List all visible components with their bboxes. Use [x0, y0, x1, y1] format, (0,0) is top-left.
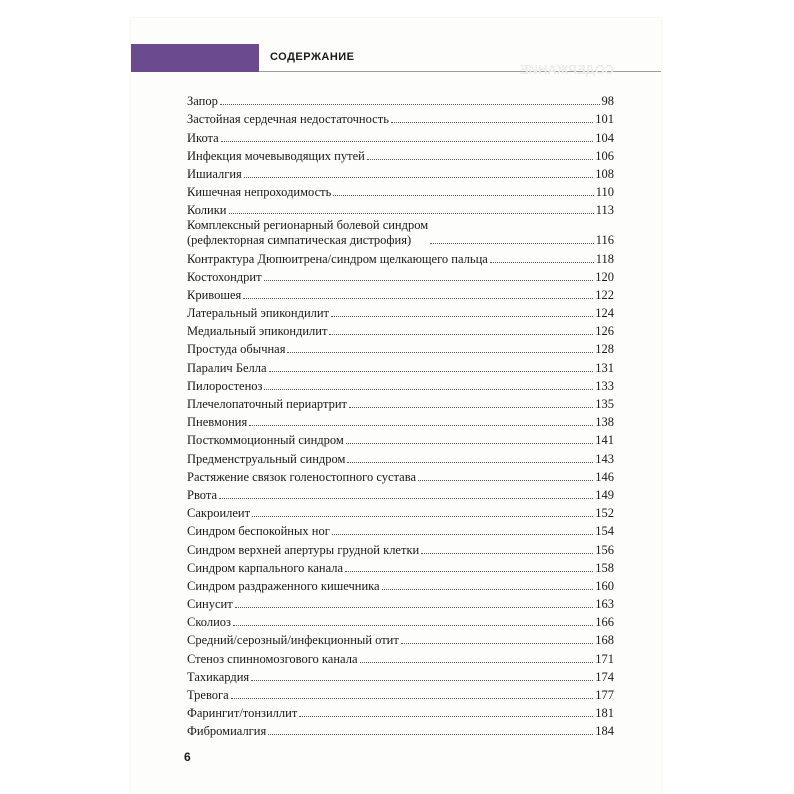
- toc-entry: [187, 200, 614, 218]
- dot-leader: [233, 625, 593, 626]
- toc-entry-page: 171: [595, 651, 614, 666]
- toc-entry-title: [187, 597, 233, 612]
- dot-leader: [235, 607, 594, 608]
- dot-leader: [221, 141, 594, 142]
- toc-entry: [187, 182, 614, 200]
- toc-entry: [187, 357, 614, 375]
- dot-leader: [264, 280, 594, 281]
- toc-entry-page: 110: [595, 185, 614, 200]
- toc-entry-title-line: (рефлекторная симпатическая дистрофия): [187, 233, 412, 248]
- toc-entry-page: 149: [595, 487, 614, 502]
- toc-entry-title-line: Простуда обычная: [187, 342, 286, 357]
- toc-entry-title: [187, 524, 330, 539]
- toc-entry-title: [187, 270, 262, 285]
- toc-entry: [187, 430, 614, 448]
- toc-entry-title: [187, 706, 297, 721]
- toc-entry-title: [187, 688, 229, 703]
- dot-leader: [251, 680, 593, 681]
- toc-entry-page: 154: [595, 524, 614, 539]
- toc-entry-title-line: Пневмония: [187, 415, 248, 430]
- toc-entry-page: 158: [595, 560, 614, 575]
- dot-leader: [231, 698, 594, 699]
- toc-entry-title-line: Сакроилеит: [187, 506, 251, 521]
- toc-entry-page: 118: [595, 251, 614, 266]
- dot-leader: [347, 462, 593, 463]
- toc-entry-title-line: Костохондрит: [187, 269, 262, 284]
- toc-entry-title-line: Кишечная непроходимость: [187, 185, 332, 200]
- toc-entry: [187, 339, 614, 357]
- toc-entry-page: 174: [595, 669, 614, 684]
- dot-leader: [331, 316, 593, 317]
- toc-entry: [187, 503, 614, 521]
- toc-entry-page: 116: [595, 233, 614, 248]
- toc-entry: [187, 648, 614, 666]
- toc-entry-page: 135: [595, 397, 614, 411]
- dot-leader: [229, 213, 594, 214]
- toc-entry: [187, 485, 614, 503]
- toc-entry: [187, 412, 614, 430]
- toc-entry-title-line: Застойная сердечная недостаточность: [187, 112, 389, 127]
- toc-entry-title: [187, 149, 365, 164]
- toc-entry: [187, 164, 614, 182]
- dot-leader: [329, 334, 593, 335]
- toc-entry-title: [187, 131, 219, 146]
- dot-leader: [243, 298, 593, 299]
- toc-entry-page: 166: [595, 615, 614, 630]
- toc-entry-title-line: Плечелопаточный периартрит: [187, 397, 347, 411]
- toc-entry-title: [187, 288, 241, 303]
- toc-entry-page: 156: [595, 542, 614, 557]
- toc-entry-title: [187, 506, 250, 521]
- toc-entry-title: [187, 94, 218, 109]
- toc-entry-title-line: Икота: [187, 130, 219, 145]
- toc-entry-title: [187, 218, 428, 248]
- toc-entry: [187, 248, 614, 266]
- toc-entry: [187, 285, 614, 303]
- dot-leader: [332, 534, 593, 535]
- dot-leader: [220, 104, 600, 105]
- toc-entry-title-line: Кривошея: [187, 287, 242, 302]
- toc-entry-title: [187, 543, 419, 558]
- dot-leader: [345, 571, 593, 572]
- toc-entry-page: 108: [595, 166, 614, 181]
- dot-leader: [360, 662, 594, 663]
- toc-entry-title-line: Стеноз спинномозгового канала: [187, 651, 358, 666]
- dot-leader: [299, 716, 593, 717]
- toc-entry-page: 177: [595, 688, 614, 702]
- toc-entry-title: [187, 433, 344, 448]
- toc-entry-title-line: Ишиалгия: [187, 166, 242, 181]
- toc-entry-title-line: Растяжение связок голеностопного сустава: [187, 469, 416, 484]
- dot-leader: [430, 243, 594, 244]
- toc-entry: [187, 521, 614, 539]
- toc-entry-title: [187, 361, 267, 376]
- toc-entry: [187, 721, 614, 739]
- dot-leader: [269, 371, 594, 372]
- toc-entry-page: 101: [595, 112, 614, 127]
- dot-leader: [346, 443, 593, 444]
- toc-entry: [187, 303, 614, 321]
- toc-entry-title: [187, 185, 331, 200]
- toc-entry: [187, 109, 614, 127]
- toc-entry-page: 163: [595, 597, 614, 612]
- toc-entry-title-line: Фибромиалгия: [187, 724, 267, 739]
- toc-entry-title-line: Тахикардия: [187, 669, 250, 684]
- toc-entry: [187, 558, 614, 576]
- dot-leader: [401, 643, 593, 644]
- toc-entry-title-line: Посткоммоционный синдром: [187, 433, 344, 448]
- table-of-contents: [187, 91, 614, 739]
- dot-leader: [421, 553, 593, 554]
- toc-entry: [187, 146, 614, 164]
- dot-leader: [367, 159, 593, 160]
- toc-entry-title: [187, 724, 266, 739]
- toc-entry-title-line: Средний/серозный/инфекционный отит: [187, 633, 399, 648]
- dot-leader: [287, 352, 593, 353]
- toc-entry: [187, 594, 614, 612]
- toc-entry-page: 138: [595, 415, 614, 430]
- toc-entry-page: 98: [601, 94, 614, 109]
- toc-entry-page: 152: [595, 506, 614, 521]
- toc-entry-page: 124: [595, 306, 614, 321]
- toc-entry: [187, 448, 614, 466]
- toc-entry-title: [187, 561, 343, 576]
- toc-entry-title-line: Рвота: [187, 487, 218, 502]
- toc-entry-title-line: Паралич Белла: [187, 360, 267, 375]
- toc-entry-title-line: Синдром раздраженного кишечника: [187, 578, 380, 593]
- toc-entry-title-line: Синусит: [187, 597, 233, 612]
- toc-entry-title: [187, 633, 399, 648]
- toc-entry: [187, 667, 614, 685]
- toc-entry-title: [187, 252, 488, 267]
- dot-leader: [490, 262, 594, 263]
- page-number: 6: [184, 750, 191, 764]
- toc-entry-page: 104: [595, 130, 614, 145]
- toc-entry: [187, 539, 614, 557]
- dot-leader: [264, 389, 593, 390]
- dot-leader: [391, 122, 593, 123]
- toc-entry-title-line: Комплексный регионарный болевой синдром: [187, 218, 429, 233]
- toc-entry-title-line: Синдром беспокойных ног: [187, 524, 330, 539]
- toc-entry-title: [187, 415, 247, 430]
- toc-entry: [187, 467, 614, 485]
- toc-entry-page: 128: [595, 342, 614, 357]
- toc-entry: [187, 685, 614, 703]
- toc-entry-title: [187, 615, 231, 630]
- toc-entry-title: [187, 112, 389, 127]
- dot-leader: [333, 195, 593, 196]
- toc-entry: [187, 630, 614, 648]
- dot-leader: [219, 498, 593, 499]
- dot-leader: [249, 425, 593, 426]
- toc-entry-title: [187, 470, 416, 485]
- toc-entry: [187, 394, 614, 412]
- toc-entry-page: 113: [595, 203, 614, 218]
- toc-entry: [187, 376, 614, 394]
- toc-entry-page: 184: [595, 724, 614, 739]
- dot-leader: [244, 177, 593, 178]
- toc-entry-page: 120: [595, 269, 614, 284]
- toc-entry-page: 143: [595, 451, 614, 466]
- toc-entry-title: [187, 306, 329, 321]
- toc-entry-page: 133: [595, 378, 614, 393]
- toc-entry-title-line: Сколиоз: [187, 615, 231, 630]
- toc-entry-title: [187, 167, 242, 182]
- toc-entry-title-line: Фарингит/тонзиллит: [187, 706, 298, 721]
- toc-entry-page: 131: [595, 360, 614, 375]
- toc-entry-title: [187, 397, 347, 412]
- toc-entry: [187, 612, 614, 630]
- toc-entry: [187, 321, 614, 339]
- header-accent-bar: [131, 44, 259, 72]
- toc-entry-title-line: Предменструальный синдром: [187, 451, 346, 466]
- toc-entry-title-line: Колики: [187, 203, 227, 218]
- toc-entry-page: 141: [595, 433, 614, 448]
- toc-entry-page: 106: [595, 148, 614, 163]
- dot-leader: [268, 734, 593, 735]
- toc-entry-title: [187, 488, 217, 503]
- toc-entry-page: 122: [595, 287, 614, 302]
- dot-leader: [349, 407, 593, 408]
- dot-leader: [418, 480, 593, 481]
- toc-entry: [187, 267, 614, 285]
- toc-entry-title-line: Синдром верхней апертуры грудной клетки: [187, 542, 420, 557]
- toc-entry-page: 146: [595, 469, 614, 484]
- toc-entry-page: 160: [595, 578, 614, 593]
- toc-entry-title: [187, 579, 380, 594]
- toc-entry-title-line: Контрактура Дюпюитрена/синдром щелкающего пальца: [187, 251, 488, 266]
- toc-entry: [187, 91, 614, 109]
- toc-entry-title-line: Запор: [187, 94, 218, 109]
- toc-entry-title: [187, 342, 285, 357]
- toc-entry: [187, 576, 614, 594]
- toc-entry-title: [187, 379, 262, 394]
- toc-entry-page: 126: [595, 324, 614, 339]
- toc-entry-title-line: Синдром карпального канала: [187, 560, 344, 575]
- dot-leader: [252, 516, 593, 517]
- toc-entry-title: [187, 652, 358, 667]
- toc-entry: [187, 127, 614, 145]
- toc-entry-title-line: Инфекция мочевыводящих путей: [187, 148, 365, 163]
- toc-entry-title-line: Латеральный эпикондилит: [187, 306, 330, 321]
- toc-entry-title-line: Тревога: [187, 688, 229, 702]
- toc-entry-title: [187, 670, 249, 685]
- toc-entry-title: [187, 452, 345, 467]
- toc-entry-title: [187, 203, 227, 218]
- toc-entry: [187, 703, 614, 721]
- toc-entry: [187, 218, 614, 248]
- toc-entry-page: 181: [595, 706, 614, 721]
- toc-entry-title: [187, 324, 327, 339]
- section-title: СОДЕРЖАНИЕ: [270, 51, 355, 63]
- dot-leader: [382, 589, 594, 590]
- bleed-through-title: СОДЕРЖАНИЕ: [520, 62, 614, 77]
- toc-entry-title-line: Пилоростеноз: [187, 378, 263, 393]
- toc-entry-title-line: Медиальный эпикондилит: [187, 324, 328, 339]
- toc-entry-page: 168: [595, 633, 614, 648]
